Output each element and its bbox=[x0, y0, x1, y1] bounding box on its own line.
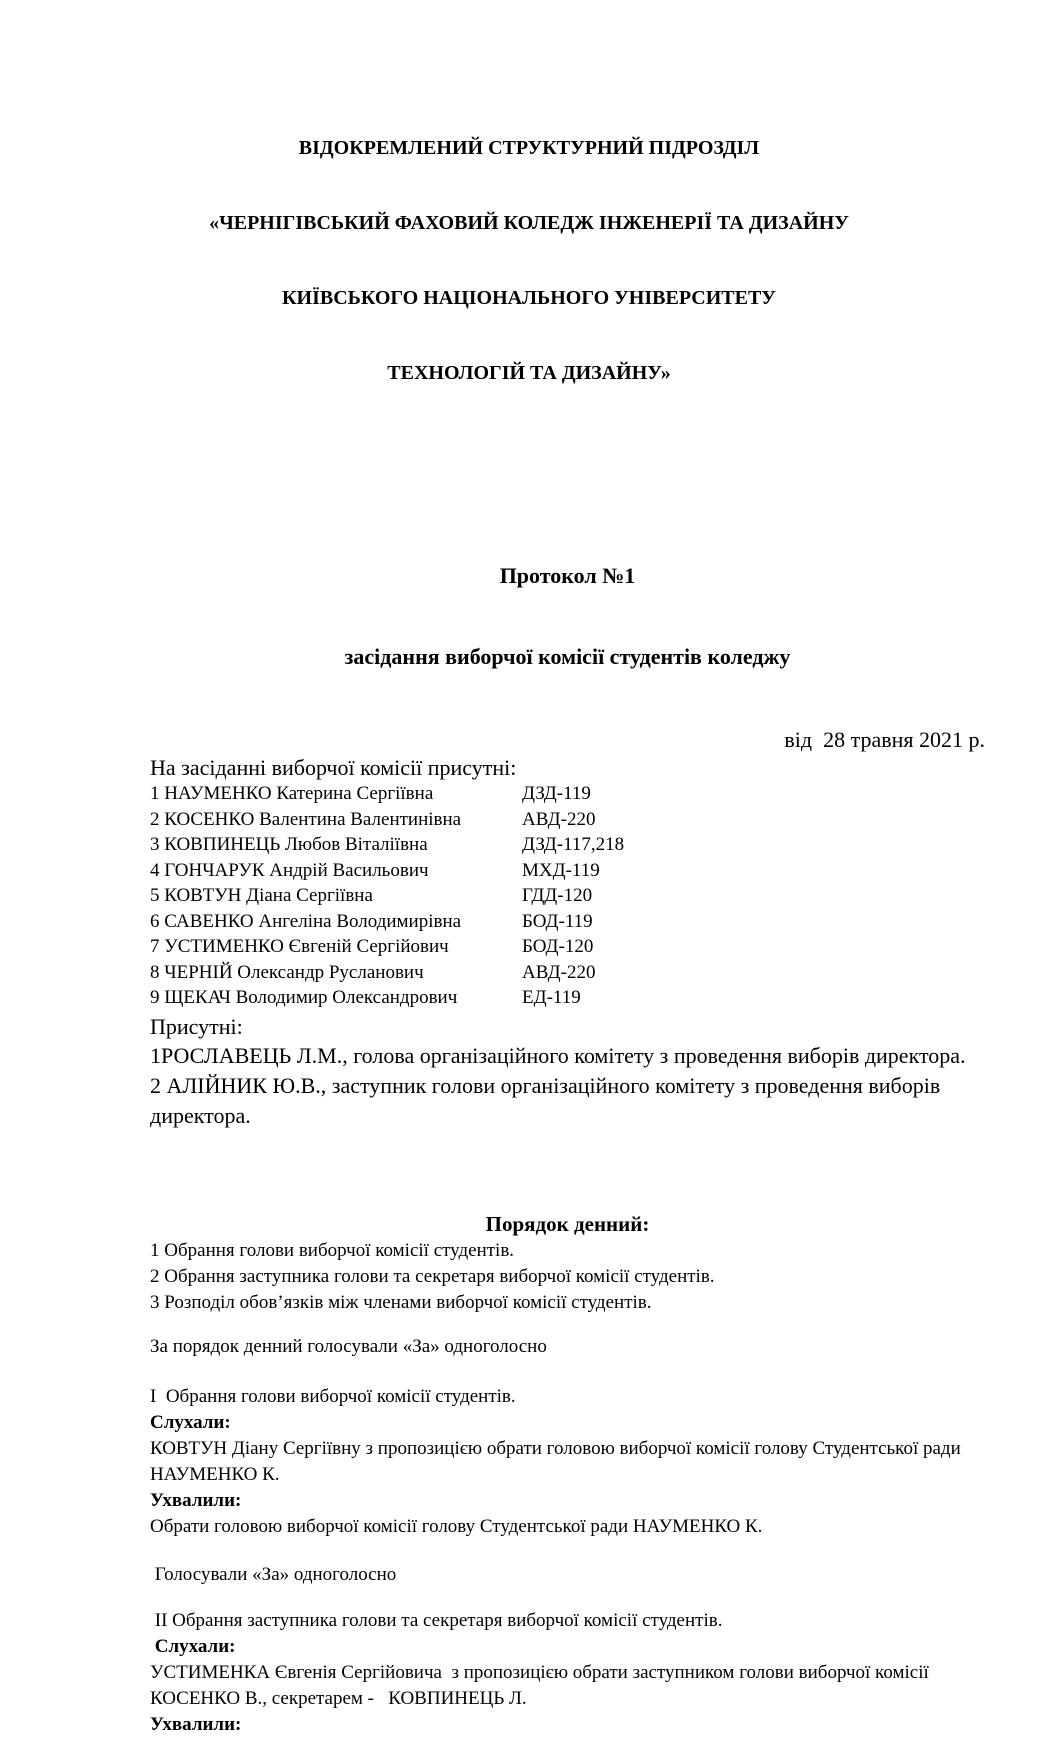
member-row bbox=[150, 858, 985, 884]
document-title bbox=[150, 508, 985, 724]
section1-heard-label: Слухали: bbox=[150, 1411, 231, 1433]
section1-resolved-text: Обрати головою виборчої комісії голову Студентської ради НАУМЕНКО К. bbox=[150, 1515, 763, 1537]
agenda-title: Порядок денний: bbox=[485, 1211, 650, 1236]
member-name: 5 КОВТУН Діана Сергіївна bbox=[150, 885, 373, 906]
member-group: БОД-119 bbox=[522, 910, 593, 932]
member-group: БОД-120 bbox=[522, 936, 594, 957]
member-group: ЕД-119 bbox=[522, 987, 581, 1008]
organization-header-line: ТЕХНОЛОГІЙ ТА ДИЗАЙНУ» bbox=[387, 362, 671, 384]
member-row bbox=[150, 781, 985, 807]
member-row bbox=[150, 807, 985, 833]
member-row bbox=[150, 909, 985, 935]
member-row bbox=[150, 960, 985, 986]
official-item: 1РОСЛАВЕЦЬ Л.М., голова організаційного комітету з проведення виборів директора. bbox=[150, 1042, 966, 1068]
section2-heading: ІІ Обрання заступника голови та секретаря виборчої комісії студентів. bbox=[150, 1609, 723, 1631]
organization-header-line: ВІДОКРЕМЛЕНИЙ СТРУКТУРНИЙ ПІДРОЗДІЛ bbox=[298, 137, 760, 159]
present-intro: На засіданні виборчої комісії присутні: bbox=[150, 755, 517, 780]
member-name: 1 НАУМЕНКО Катерина Сергіївна bbox=[150, 783, 434, 804]
agenda-item: 2 Обрання заступника голови та секретаря виборчої комісії студентів. bbox=[150, 1265, 715, 1287]
organization-header bbox=[0, 86, 1058, 436]
section1-resolved-label: Ухвалили: bbox=[150, 1489, 242, 1511]
organization-header-line: «ЧЕРНІГІВСЬКИЙ ФАХОВИЙ КОЛЕДЖ ІНЖЕНЕРІЇ ТА ДИЗАЙНУ bbox=[209, 212, 849, 234]
member-group: ДЗД-117,218 bbox=[522, 834, 625, 855]
member-row bbox=[150, 985, 985, 1011]
member-name: 4 ГОНЧАРУК Андрій Васильович bbox=[150, 859, 429, 881]
protocol-number: Протокол №1 bbox=[499, 563, 636, 588]
member-group: АВД-220 bbox=[522, 808, 596, 830]
member-name: 7 УСТИМЕНКО Євгеній Сергійович bbox=[150, 936, 449, 957]
agenda-item: 1 Обрання голови виборчої комісії студентів. bbox=[150, 1239, 515, 1261]
member-group: ГДД-120 bbox=[522, 885, 593, 906]
member-row bbox=[150, 883, 985, 909]
protocol-date: від 28 травня 2021 р. bbox=[784, 727, 985, 752]
organization-header-line: КИЇВСЬКОГО НАЦІОНАЛЬНОГО УНІВЕРСИТЕТУ bbox=[282, 287, 776, 309]
present-label: Присутні: bbox=[150, 1013, 243, 1039]
member-name: 8 ЧЕРНІЙ Олександр Русланович bbox=[150, 961, 424, 983]
agenda-list bbox=[150, 1238, 985, 1316]
section2-heard-label: Слухали: bbox=[150, 1635, 236, 1657]
member-name: 3 КОВПИНЕЦЬ Любов Віталіївна bbox=[150, 834, 428, 855]
member-group: ДЗД-119 bbox=[522, 783, 591, 804]
section1-vote-result: Голосували «За» одноголосно bbox=[150, 1563, 397, 1585]
member-name: 6 САВЕНКО Ангеліна Володимирівна bbox=[150, 910, 462, 932]
section1-heading: І Обрання голови виборчої комісії студентів. bbox=[150, 1385, 516, 1407]
member-name: 2 КОСЕНКО Валентина Валентинівна bbox=[150, 808, 462, 830]
section2-resolved-label: Ухвалили: bbox=[150, 1713, 242, 1735]
member-row bbox=[150, 934, 985, 960]
section2-heard-text: УСТИМЕНКА Євгенія Сергійовича з пропозицією обрати заступником голови виборчої комісії КОСЕНКО В., секретарем - КОВПИНЕЦЬ Л. bbox=[150, 1661, 934, 1709]
member-name: 9 ЩЕКАЧ Володимир Олександрович bbox=[150, 987, 458, 1008]
agenda-vote-result: За порядок денний голосували «За» одноголосно bbox=[150, 1335, 547, 1357]
members-list bbox=[150, 781, 985, 1011]
member-row bbox=[150, 832, 985, 858]
member-group: МХД-119 bbox=[522, 859, 600, 881]
section1-heard-text: КОВТУН Діану Сергіївну з пропозицією обрати головою виборчої комісії голову Студентської ради НАУМЕНКО К. bbox=[150, 1437, 966, 1485]
agenda-item: 3 Розподіл обов’язків між членами виборчої комісії студентів. bbox=[150, 1291, 652, 1313]
protocol-subtitle: засідання виборчої комісії студентів коледжу bbox=[344, 644, 791, 669]
official-item: 2 АЛІЙНИК Ю.В., заступник голови організаційного комітету з проведення виборів директора. bbox=[150, 1072, 946, 1128]
member-group: АВД-220 bbox=[522, 961, 596, 983]
